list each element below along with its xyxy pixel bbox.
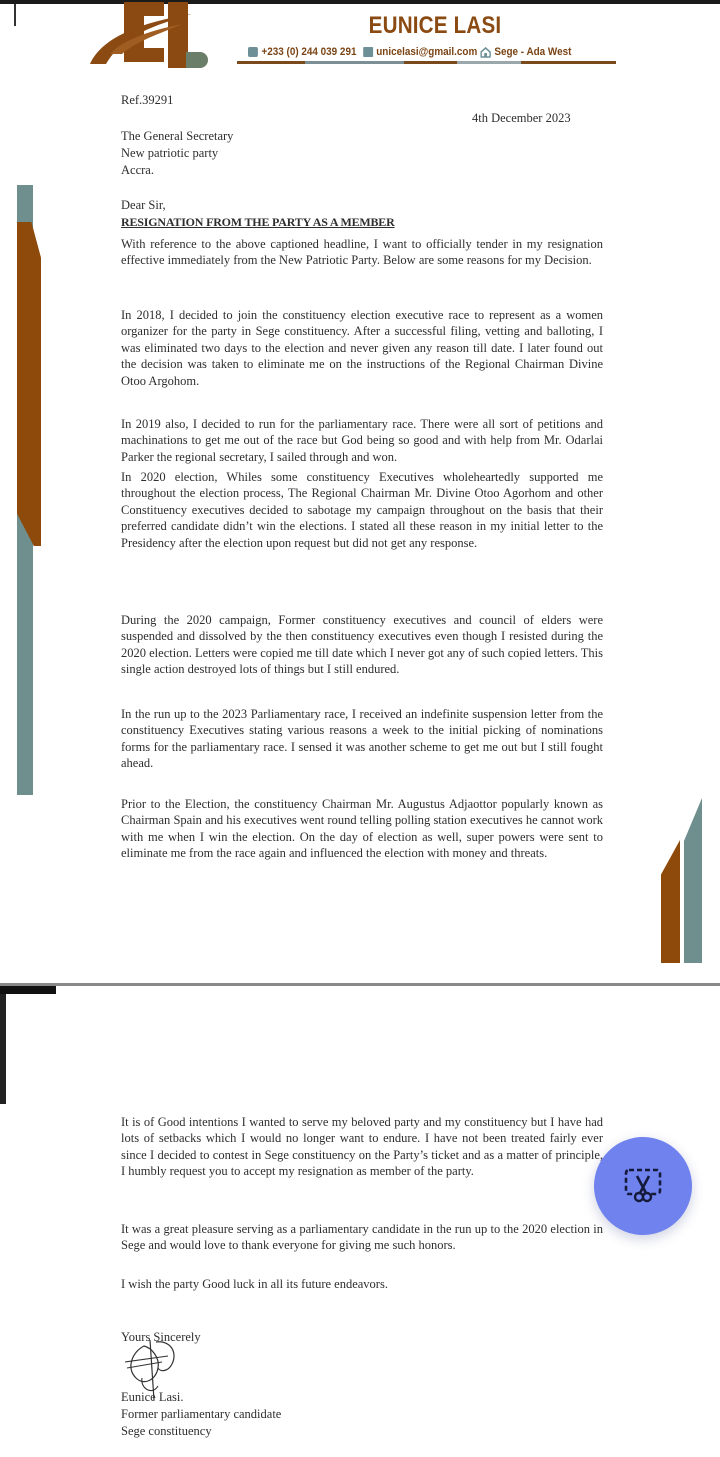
screenshot-crop-button[interactable] [594, 1137, 692, 1235]
decorative-bar-grey-right [684, 798, 702, 963]
recipient-line: The General Secretary [121, 129, 234, 143]
decorative-bar-brown-left [17, 222, 41, 546]
page-corner-mark [14, 4, 16, 26]
phone-icon [248, 47, 258, 57]
home-icon [480, 47, 491, 58]
paragraph: It is of Good intentions I wanted to serve my beloved party and my constituency but I have had lots of setbacks which I would no longer want to endure. I have not been treated fairly ever since I decided to contest in Sege constituency on the Party’s ticket and as a matter of principle, I humbly request you to accept my resignation as member of the party. [121, 1115, 603, 1179]
letterhead-email: unicelasi@gmail.com [376, 46, 478, 58]
subject-heading: RESIGNATION FROM THE PARTY AS A MEMBER [121, 215, 395, 229]
mail-icon [363, 47, 373, 57]
paragraph: It was a great pleasure serving as a parliamentary candidate in the run up to the 2020 election in Sege and would love to thank everyone for giving me such honors. [121, 1222, 603, 1253]
letterhead-phone: +233 (0) 244 039 291 [261, 46, 357, 58]
signatory-block [121, 1389, 281, 1439]
paragraph: With reference to the above captioned headline, I want to officially tender in my resignation effective immediately from the New Patriotic Party. Below are some reasons for my Decision. [121, 237, 603, 268]
letterhead-name: EUNICE LASI [368, 12, 502, 39]
page-edge-shadow [0, 994, 6, 1104]
reference-number: Ref.39291 [121, 93, 174, 107]
paragraph: Prior to the Election, the constituency Chairman Mr. Augustus Adjaottor popularly known as Chairman Spain and his executives went round telling polling station executives he cannot work with me when I win the election. On the day of election as well, super powers were sent to eliminate me from the race again and influenced the election with money and threats. [121, 797, 603, 861]
recipient-address [121, 128, 603, 179]
scissors-selection-icon [623, 1166, 663, 1206]
paragraph: I wish the party Good luck in all its future endeavors. [121, 1277, 388, 1291]
recipient-line: Accra. [121, 163, 154, 177]
decorative-bar-brown-right [661, 840, 680, 963]
signatory-title: Former parliamentary candidate [121, 1406, 282, 1421]
paragraph: In 2020 election, Whiles some constituency Executives wholeheartedly supported me throughout the election process, The Regional Chairman Mr. Divine Otoo Agorhom and other Constituency executives decided to sabotage my campaign throughout on the basis that their preferred candidate didn’t win the elections. I stated all these reason in my initial letter to the Presidency after the election upon request but did not get any response. [121, 470, 603, 550]
paragraph: In the run up to the 2023 Parliamentary race, I received an indefinite suspension letter from the constituency Executives stating various reasons a week to the initial picking of nominations forms for the parliamentary race. I sensed it was another scheme to get me out but I still fought ahead. [121, 707, 603, 771]
page-corner-shadow [0, 986, 56, 994]
closing: Yours Sincerely [121, 1330, 201, 1344]
el-monogram-logo [82, 2, 212, 72]
paragraph: In 2018, I decided to join the constituency election executive race to represent as a women organizer for the party in Sege constituency. After a successful filing, vetting and balloting, I was eliminated two days to the election and never given any reason till date. I later found out the decision was taken to eliminate me on the instructions of the Regional Chairman Divine Otoo Argohom. [121, 308, 603, 388]
salutation: Dear Sir, [121, 198, 166, 212]
recipient-line: New patriotic party [121, 146, 219, 160]
letterhead-location: Sege - Ada West [494, 46, 572, 58]
paragraph: During the 2020 campaign, Former constituency executives and council of elders were suspended and dissolved by the then constituency executives even though I resisted during the 2020 election. Letters were copied me till date which I never got any of such copied letters. This single action destroyed lots of things but I still endured. [121, 613, 603, 677]
paragraph: In 2019 also, I decided to run for the parliamentary race. There were all sort of petitions and machinations to get me out of the race but God being so good and with help from Mr. Odarlai Parker the regional secretary, I sailed through and won. [121, 417, 603, 464]
letter-date: 4th December 2023 [472, 111, 571, 125]
signatory-name: Eunice Lasi. [121, 1390, 184, 1404]
letterhead-contact [248, 44, 590, 60]
signatory-constituency: Sege constituency [121, 1423, 212, 1438]
letterhead-rule [237, 61, 616, 64]
